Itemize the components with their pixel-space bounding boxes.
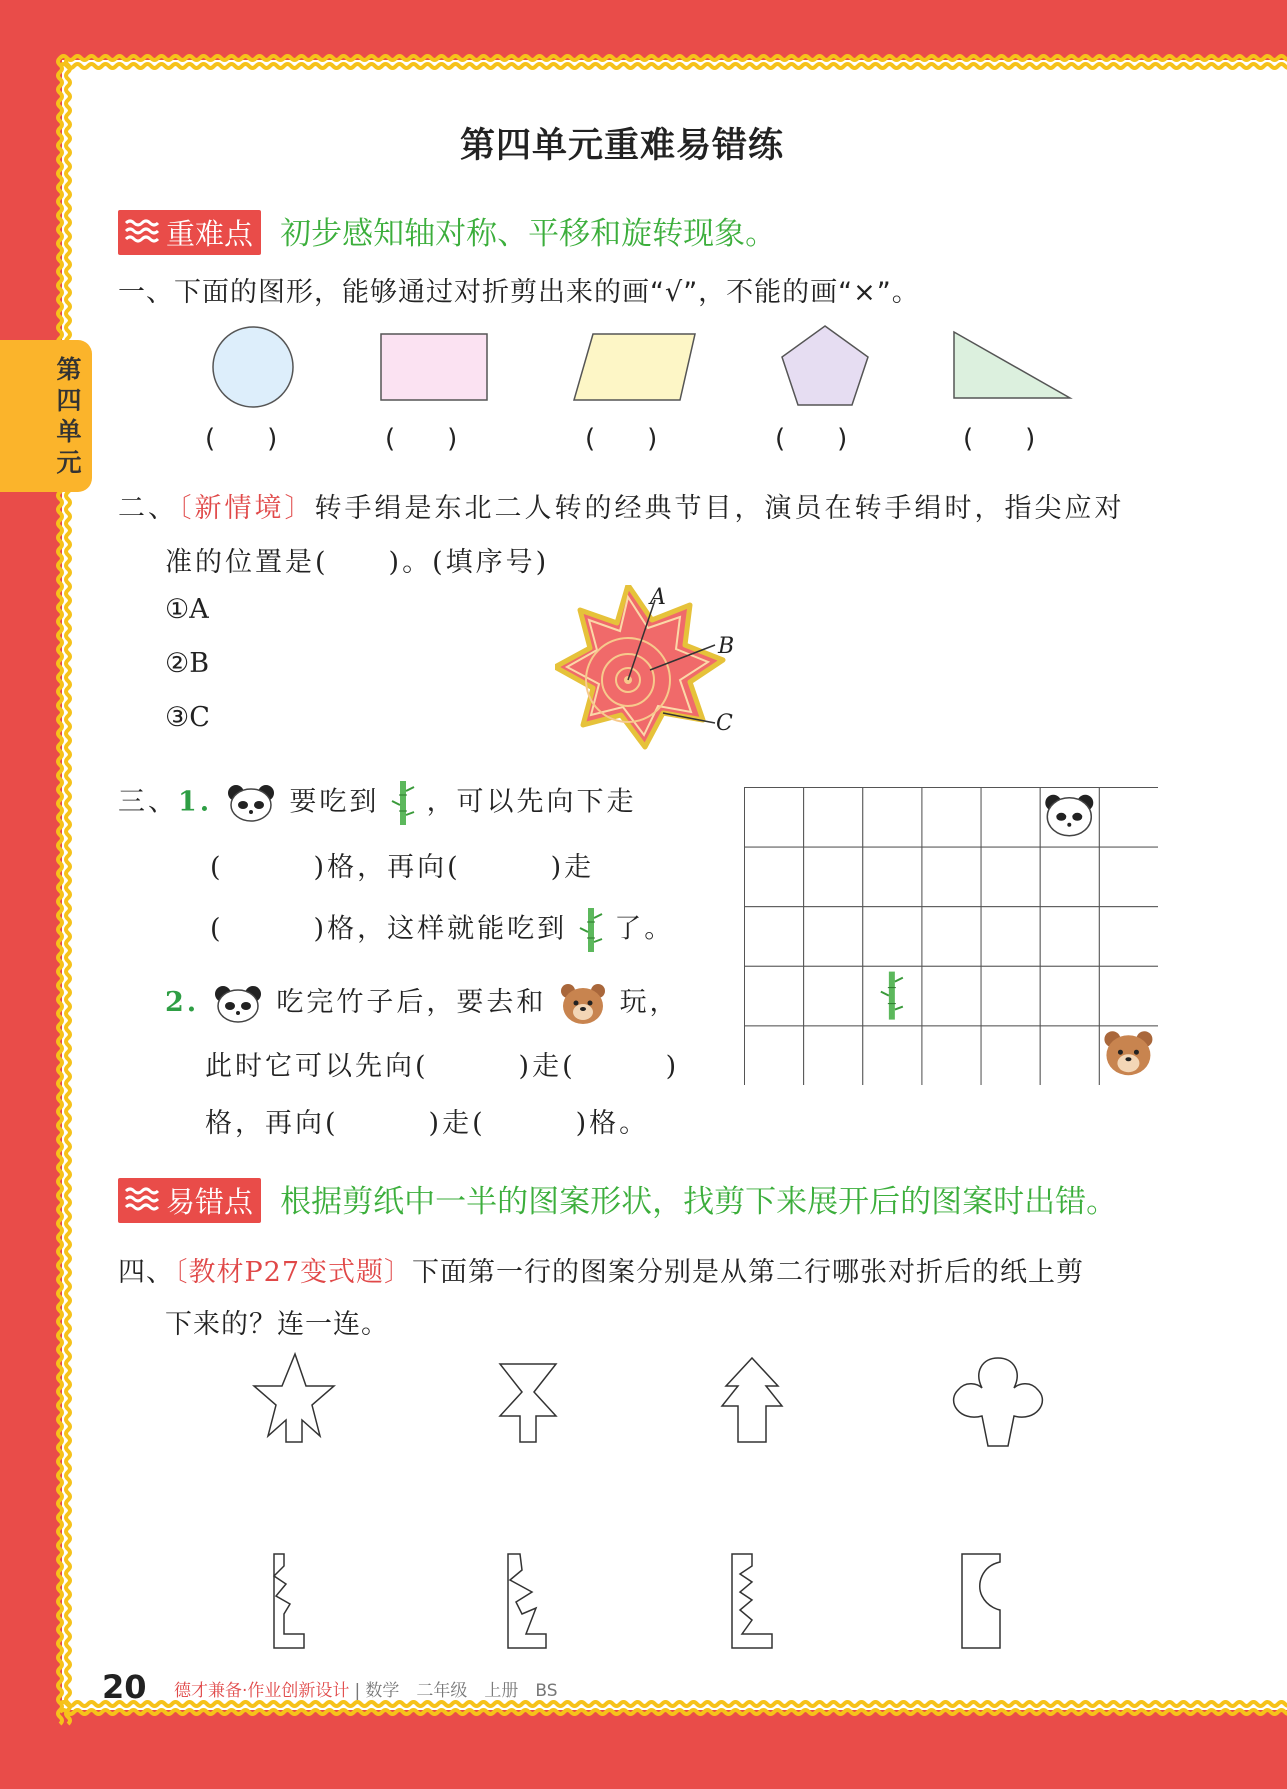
q3-sub1-l1a: 要吃到 (289, 786, 380, 818)
q3-sub2-line1 (165, 980, 680, 1027)
grid-cell (804, 966, 863, 1026)
grid-cell (863, 1026, 922, 1085)
parallelogram-icon (574, 334, 695, 400)
q3-sub1-l3b: 了。 (614, 913, 675, 945)
grid-cell (922, 788, 981, 848)
circle-icon (213, 327, 293, 407)
q3-sub1-line3 (210, 906, 674, 954)
q2-option-a: ①A (165, 594, 209, 625)
grid-cell (1040, 1026, 1099, 1085)
right-triangle-icon (954, 332, 1070, 398)
q4-line1 (118, 1250, 1084, 1289)
label-b: B (718, 634, 735, 659)
q3-sub2-l1a: 吃完竹子后，要去和 (276, 987, 547, 1018)
grid-cell (745, 1026, 804, 1085)
key-point-tag (118, 210, 261, 255)
folded-paper-a-icon (274, 1554, 304, 1648)
grid-cell (745, 847, 804, 907)
err-point-tag (118, 1178, 261, 1223)
q4-bottom-row (260, 1548, 1030, 1658)
folded-paper-b-icon (508, 1554, 546, 1648)
grid-cell (1040, 966, 1099, 1026)
grid-cell (1040, 847, 1099, 907)
q3-line1 (118, 779, 637, 827)
q2-line1-text: 转手绢是东北二人转的经典节目，演员在转手绢时，指尖应对 (314, 493, 1125, 524)
q1-answer-4[interactable]: ( ) (775, 424, 848, 454)
grid-cell (922, 1026, 981, 1085)
q2-option-b: ②B (165, 648, 210, 679)
q4-line1-text: 下面第一行的图案分别是从第二行哪张对折后的纸上剪 (412, 1257, 1085, 1288)
page-title: 第四单元重难易错练 (460, 126, 785, 166)
grid-cell (1099, 966, 1158, 1026)
grid-cell (981, 1026, 1040, 1085)
q1-answer-5[interactable]: ( ) (963, 424, 1036, 454)
q2-option-c: ③C (165, 702, 210, 733)
grid-cell (804, 847, 863, 907)
err-point-text: 根据剪纸中一半的图案形状，找剪下来展开后的图案时出错。 (280, 1184, 1118, 1220)
q3-sub1-num: 1. (178, 786, 213, 818)
key-point-tag-label: 重难点 (166, 217, 254, 251)
folded-paper-d-icon (962, 1554, 1000, 1648)
q3-sub2-line3: 格，再向( )走( )格。 (205, 1108, 650, 1139)
bamboo-icon (579, 906, 603, 954)
q2-line1 (118, 486, 1125, 525)
wave-icon (124, 218, 160, 244)
grid-cell (745, 788, 804, 848)
q1-answer-3[interactable]: ( ) (585, 424, 658, 454)
q2-context-tag: 〔新情境〕 (178, 493, 315, 524)
q3-sub1-l3a: ( )格，这样就能吃到 (210, 913, 568, 945)
grid-cell (922, 966, 981, 1026)
grid-cell (745, 907, 804, 967)
q3-sub2-num: 2. (165, 987, 200, 1018)
q4-line2: 下来的？连一连。 (165, 1309, 389, 1340)
grid-cell (804, 907, 863, 967)
handkerchief-icon (555, 585, 723, 747)
bamboo-icon (391, 779, 415, 827)
key-point-text: 初步感知轴对称、平移和旋转现象。 (280, 216, 777, 252)
grid-cell (863, 907, 922, 967)
grid-cell (1099, 788, 1158, 848)
panda-icon (211, 984, 265, 1024)
q3-sub2-l1b: 玩， (619, 987, 680, 1018)
q2-prefix: 二、 (118, 493, 178, 524)
grid-cell (922, 907, 981, 967)
rectangle-icon (381, 334, 487, 400)
grid-cell (863, 847, 922, 907)
movement-grid (744, 787, 1158, 1085)
footer-brand: 德才兼备·作业创新设计 (174, 1681, 350, 1701)
q1-answer-2[interactable]: ( ) (385, 424, 458, 454)
grid-cell (1099, 907, 1158, 967)
section-err-row (118, 1176, 1117, 1223)
panda-icon (224, 783, 278, 823)
unit-side-tab (0, 340, 92, 492)
q1-answer-1[interactable]: ( ) (205, 424, 278, 454)
grid-cell (922, 847, 981, 907)
label-c: C (716, 711, 733, 736)
q2-line2: 准的位置是( )。(填序号) (165, 547, 550, 578)
grid-cell (1040, 907, 1099, 967)
grid-cell (804, 1026, 863, 1085)
q3-sub2-line2: 此时它可以先向( )走( ) (205, 1051, 680, 1082)
q1-text: 一、下面的图形，能够通过对折剪出来的画“√”，不能的画“×”。 (118, 277, 920, 308)
clover-icon (954, 1358, 1043, 1446)
grid-cell (745, 966, 804, 1026)
q3-sub1-line2: ( )格，再向( )走 (210, 852, 595, 883)
pentagon-icon (782, 326, 868, 405)
wave-icon (124, 1186, 160, 1212)
star-arrow-icon (254, 1354, 334, 1442)
grid-cell (981, 907, 1040, 967)
label-a: A (650, 585, 666, 610)
grid-cell (804, 788, 863, 848)
footer-info (174, 1676, 557, 1701)
q3-prefix: 三、 (118, 786, 178, 818)
hourglass-arrow-icon (500, 1364, 556, 1442)
folded-paper-c-icon (732, 1554, 772, 1648)
page-number: 20 (102, 1668, 147, 1706)
grid-cell (981, 966, 1040, 1026)
q4-top-row (230, 1350, 1050, 1460)
q3-sub1-l1b: ，可以先向下走 (426, 786, 637, 818)
grid-cell (981, 847, 1040, 907)
footer-book-info: 数学 二年级 上册 BS (365, 1681, 558, 1701)
q4-context-tag: 〔教材P27变式题〕 (174, 1257, 413, 1288)
err-point-tag-label: 易错点 (166, 1185, 254, 1219)
grid-cell (863, 788, 922, 848)
section-key-row (118, 208, 776, 255)
q1-shapes (200, 320, 1100, 420)
bear-icon (558, 981, 608, 1027)
grid-cell (1099, 847, 1158, 907)
grid-cell (981, 788, 1040, 848)
grid-panda-icon (1045, 795, 1093, 836)
side-tab-label: 第四单元 (56, 355, 82, 477)
tree-arrow-icon (722, 1358, 782, 1442)
q4-prefix: 四、 (118, 1257, 174, 1288)
footer-separator: | (354, 1681, 361, 1701)
